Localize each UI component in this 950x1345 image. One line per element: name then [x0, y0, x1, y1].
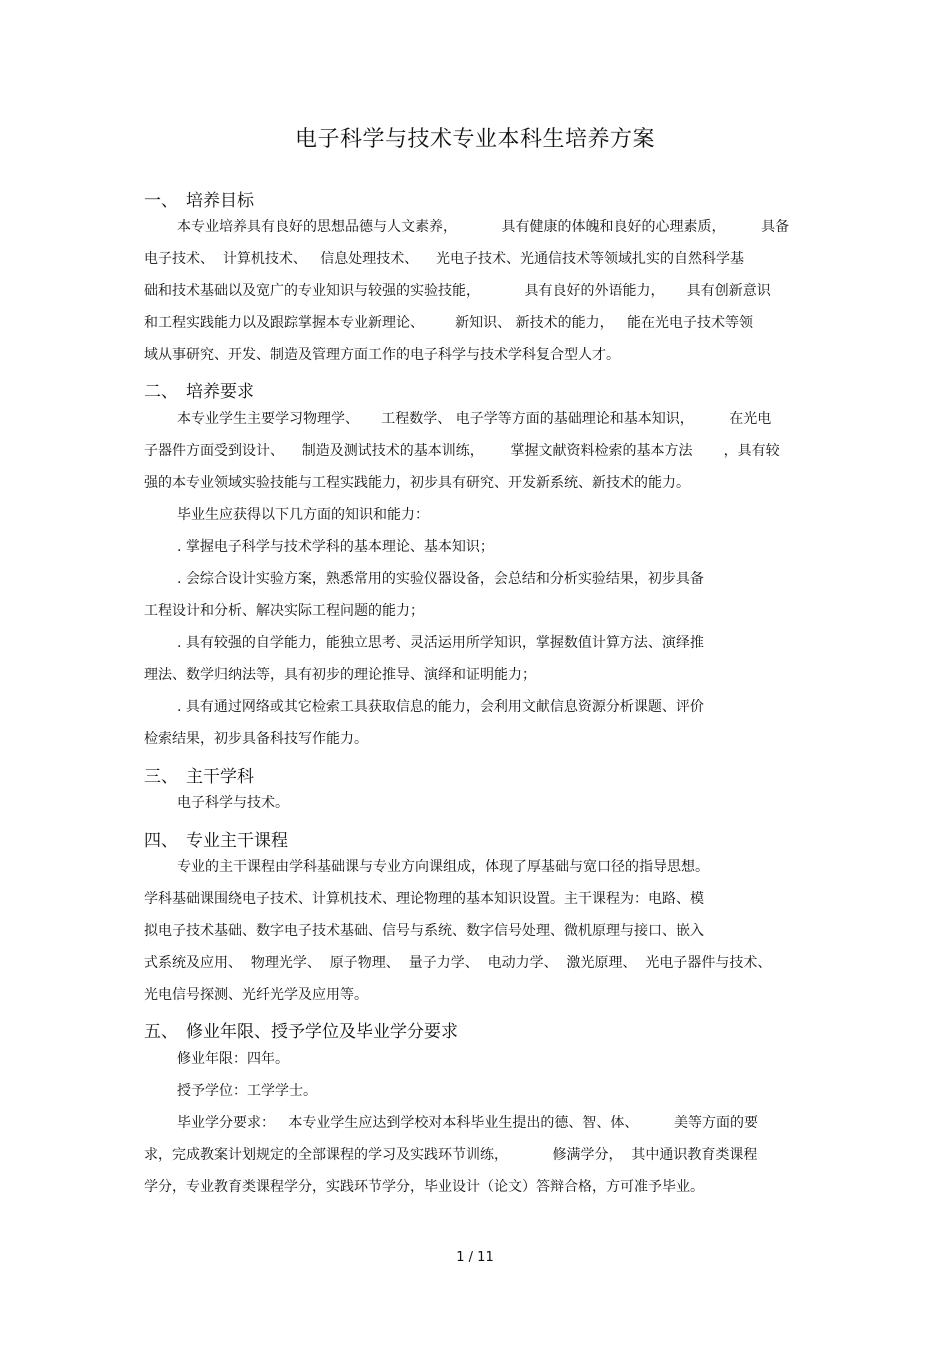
paragraph-line: 检索结果，初步具备科技写作能力。: [144, 731, 368, 747]
paragraph-line: 式系统及应用、 物理光学、 原子物理、 量子力学、 电动力学、 激光原理、 光电子器件与技术、: [144, 955, 772, 971]
paragraph-line: 理法、数学归纳法等，具有初步的理论推导、演绎和证明能力；: [144, 667, 536, 683]
paragraph-line: 学分，专业教育类课程学分，实践环节学分，毕业设计（论文）答辩合格，方可准予毕业。: [144, 1179, 704, 1195]
paragraph-line: 电子技术、 计算机技术、 信息处理技术、 光电子技术、光通信技术等领域扎实的自然科学基: [144, 251, 745, 267]
list-item: . 掌握电子科学与技术学科的基本理论、基本知识；: [177, 539, 494, 555]
paragraph-line: 修业年限：四年。: [177, 1051, 289, 1067]
section-heading-5: [144, 1017, 458, 1042]
paragraph-line: 和工程实践能力以及跟踪掌握本专业新理论、 新知识、 新技术的能力， 能在光电子技术等领: [144, 315, 753, 331]
section-heading-3: [144, 762, 254, 787]
paragraph-line: 本专业培养具有良好的思想品德与人文素养， 具有健康的体魄和良好的心理素质， 具备: [177, 219, 790, 235]
section-number: 三、: [144, 767, 178, 787]
paragraph-line: 光电信号探测、光纤光学及应用等。: [144, 987, 368, 1003]
paragraph-line: 毕业生应获得以下几方面的知识和能力：: [177, 507, 429, 523]
paragraph-line: 学科基础课围绕电子技术、计算机技术、理论物理的基本知识设置。主干课程为：电路、模: [144, 891, 704, 907]
section-title: 培养要求: [186, 382, 254, 402]
paragraph-line: 求，完成教案计划规定的全部课程的学习及实践环节训练， 修满学分， 其中通识教育类课程: [144, 1147, 758, 1163]
list-item: . 具有通过网络或其它检索工具获取信息的能力，会利用文献信息资源分析课题、评价: [177, 699, 704, 715]
paragraph-line: 础和技术基础以及宽广的专业知识与较强的实验技能， 具有良好的外语能力， 具有创新意识: [144, 283, 771, 299]
section-number: 五、: [144, 1022, 178, 1042]
section-number: 一、: [144, 191, 178, 211]
paragraph-line: 专业的主干课程由学科基础课与专业方向课组成，体现了厚基础与宽口径的指导思想。: [177, 859, 709, 875]
section-heading-4: [144, 826, 288, 851]
list-item: . 具有较强的自学能力，能独立思考、灵活运用所学知识，掌握数值计算方法、演绎推: [177, 635, 704, 651]
section-title: 专业主干课程: [186, 831, 288, 851]
section-number: 四、: [144, 831, 178, 851]
paragraph-line: 域从事研究、开发、制造及管理方面工作的电子科学与技术学科复合型人才。: [144, 347, 620, 363]
paragraph-line: 拟电子技术基础、数字电子技术基础、信号与系统、数字信号处理、微机原理与接口、嵌入: [144, 923, 704, 939]
section-heading-1: [144, 186, 254, 211]
paragraph-line: 子器件方面受到设计、 制造及测试技术的基本训练， 掌握文献资料检索的基本方法 ，具有较: [144, 443, 780, 459]
paragraph-line: 本专业学生主要学习物理学、 工程数学、 电子学等方面的基础理论和基本知识， 在光电: [177, 411, 772, 427]
section-title: 主干学科: [186, 767, 254, 787]
section-title: 培养目标: [186, 191, 254, 211]
paragraph-line: 强的本专业领域实验技能与工程实践能力，初步具有研究、开发新系统、新技术的能力。: [144, 475, 690, 491]
paragraph-line: 电子科学与技术。: [177, 795, 289, 811]
page-title: 电子科学与技术专业本科生培养方案: [294, 127, 655, 152]
paragraph-line: 工程设计和分析、解决实际工程问题的能力；: [144, 603, 424, 619]
page-number: 1 / 11: [456, 1250, 494, 1265]
paragraph-line: 授予学位：工学学士。: [177, 1083, 317, 1099]
section-title: 修业年限、授予学位及毕业学分要求: [186, 1022, 458, 1042]
section-number: 二、: [144, 382, 178, 402]
paragraph-line: 毕业学分要求： 本专业学生应达到学校对本科毕业生提出的德、智、体、 美等方面的要: [177, 1115, 758, 1131]
list-item: . 会综合设计实验方案，熟悉常用的实验仪器设备，会总结和分析实验结果，初步具备: [177, 571, 704, 587]
section-heading-2: [144, 377, 254, 402]
